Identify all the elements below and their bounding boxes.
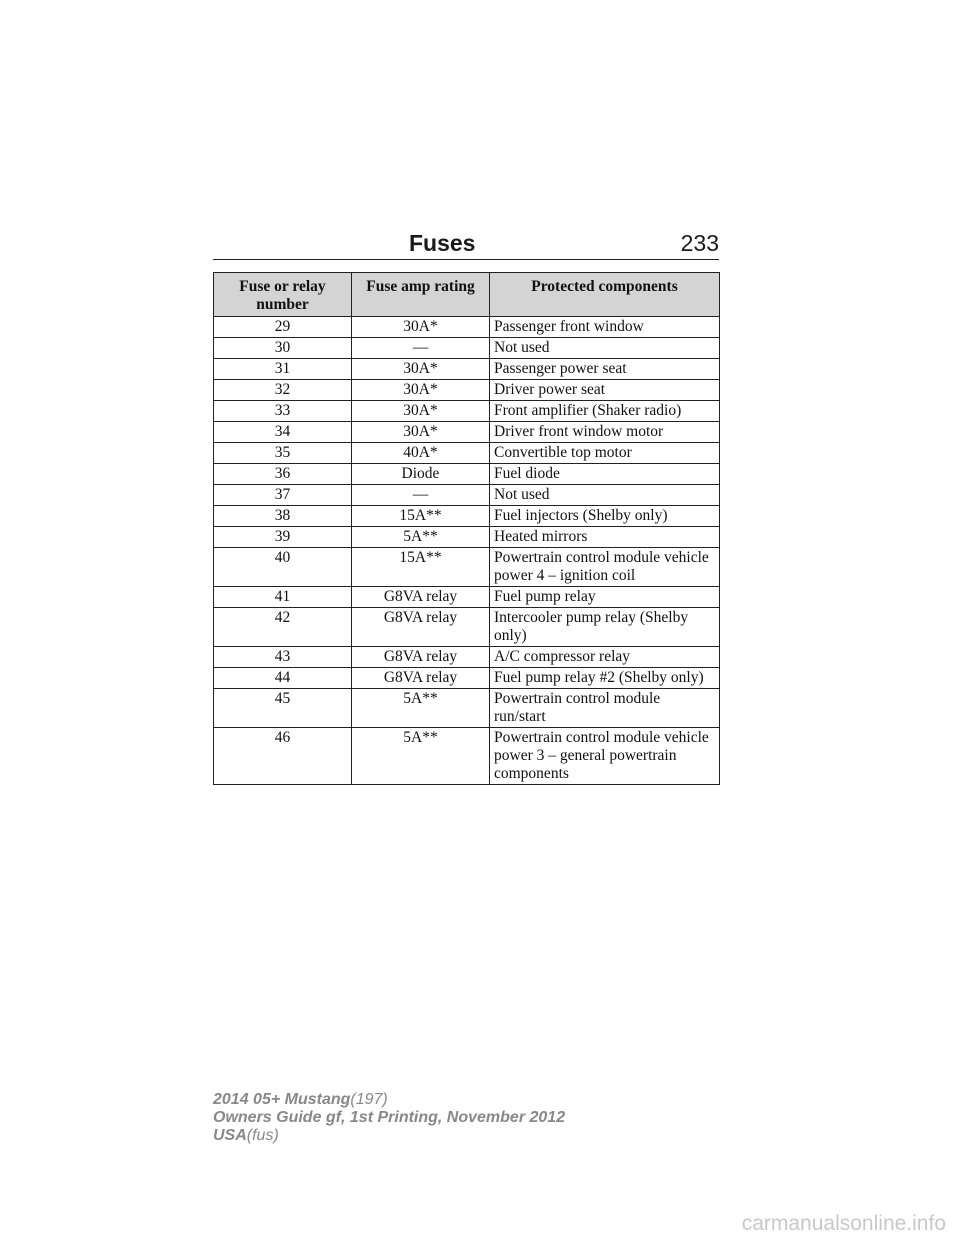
table-row (214, 506, 720, 527)
fuse-number-cell: 46 (214, 728, 352, 785)
fuse-number-cell: 36 (214, 464, 352, 485)
document-footer (213, 1091, 565, 1145)
amp-rating-cell: G8VA relay (352, 647, 490, 668)
column-header-fuse-number: Fuse or relay number (214, 273, 352, 317)
protected-component-cell: Intercooler pump relay (Shelby only) (490, 608, 720, 647)
footer-section-code: (fus) (246, 1127, 279, 1144)
protected-component-cell: Driver front window motor (490, 422, 720, 443)
protected-component-cell: A/C compressor relay (490, 647, 720, 668)
fuse-number-cell: 45 (214, 689, 352, 728)
protected-component-cell: Fuel pump relay (490, 587, 720, 608)
amp-rating-cell: 15A** (352, 548, 490, 587)
column-header-amp-rating: Fuse amp rating (352, 273, 490, 317)
table-header-row (214, 273, 720, 317)
protected-component-cell: Powertrain control module vehicle power 3 – general powertrain components (490, 728, 720, 785)
amp-rating-cell: 15A** (352, 506, 490, 527)
fuse-number-cell: 31 (214, 359, 352, 380)
protected-component-cell: Not used (490, 485, 720, 506)
amp-rating-cell: — (352, 485, 490, 506)
table-row (214, 359, 720, 380)
table-row (214, 668, 720, 689)
amp-rating-cell: 30A* (352, 422, 490, 443)
amp-rating-cell: 30A* (352, 317, 490, 338)
protected-component-cell: Passenger front window (490, 317, 720, 338)
protected-component-cell: Fuel pump relay #2 (Shelby only) (490, 668, 720, 689)
protected-component-cell: Powertrain control module run/start (490, 689, 720, 728)
amp-rating-cell: G8VA relay (352, 587, 490, 608)
table-row (214, 527, 720, 548)
fuse-table (213, 272, 720, 785)
protected-component-cell: Powertrain control module vehicle power 4 – ignition coil (490, 548, 720, 587)
protected-component-cell: Front amplifier (Shaker radio) (490, 401, 720, 422)
table-row (214, 485, 720, 506)
protected-component-cell: Convertible top motor (490, 443, 720, 464)
fuse-number-cell: 39 (214, 527, 352, 548)
protected-component-cell: Driver power seat (490, 380, 720, 401)
footer-line-1 (213, 1091, 565, 1109)
amp-rating-cell: 5A** (352, 527, 490, 548)
column-header-protected-components: Protected components (490, 273, 720, 317)
footer-line-2 (213, 1109, 565, 1127)
amp-rating-cell: 40A* (352, 443, 490, 464)
footer-page-ref: (197) (350, 1091, 388, 1108)
fuse-number-cell: 35 (214, 443, 352, 464)
amp-rating-cell: 30A* (352, 359, 490, 380)
table-row (214, 464, 720, 485)
fuse-number-cell: 29 (214, 317, 352, 338)
fuse-number-cell: 37 (214, 485, 352, 506)
table-row (214, 608, 720, 647)
amp-rating-cell: 30A* (352, 380, 490, 401)
table-row (214, 380, 720, 401)
protected-component-cell: Fuel diode (490, 464, 720, 485)
table-row (214, 587, 720, 608)
protected-component-cell: Not used (490, 338, 720, 359)
footer-edition: Owners Guide gf, 1st Printing, November 2012 (213, 1109, 566, 1126)
table-row (214, 548, 720, 587)
protected-component-cell: Fuel injectors (Shelby only) (490, 506, 720, 527)
protected-component-cell: Heated mirrors (490, 527, 720, 548)
table-row (214, 401, 720, 422)
table-row (214, 317, 720, 338)
table-row (214, 443, 720, 464)
amp-rating-cell: G8VA relay (352, 608, 490, 647)
table-row (214, 728, 720, 785)
footer-market: USA (213, 1127, 247, 1144)
fuse-number-cell: 34 (214, 422, 352, 443)
page-header (213, 229, 719, 260)
amp-rating-cell: G8VA relay (352, 668, 490, 689)
fuse-number-cell: 30 (214, 338, 352, 359)
section-title: Fuses (409, 230, 476, 256)
fuse-number-cell: 40 (214, 548, 352, 587)
amp-rating-cell: Diode (352, 464, 490, 485)
fuse-number-cell: 32 (214, 380, 352, 401)
footer-line-3 (213, 1127, 565, 1145)
table-row (214, 647, 720, 668)
amp-rating-cell: 5A** (352, 689, 490, 728)
fuse-table-body (214, 317, 720, 785)
fuse-number-cell: 41 (214, 587, 352, 608)
footer-model: 2014 05+ Mustang (213, 1091, 351, 1108)
protected-component-cell: Passenger power seat (490, 359, 720, 380)
fuse-number-cell: 43 (214, 647, 352, 668)
fuse-number-cell: 42 (214, 608, 352, 647)
table-row (214, 422, 720, 443)
fuse-number-cell: 44 (214, 668, 352, 689)
fuse-number-cell: 33 (214, 401, 352, 422)
amp-rating-cell: — (352, 338, 490, 359)
fuse-number-cell: 38 (214, 506, 352, 527)
watermark: carmanualsonline.info (741, 1212, 946, 1235)
table-row (214, 338, 720, 359)
amp-rating-cell: 30A* (352, 401, 490, 422)
amp-rating-cell: 5A** (352, 728, 490, 785)
page-number: 233 (680, 230, 719, 256)
table-row (214, 689, 720, 728)
